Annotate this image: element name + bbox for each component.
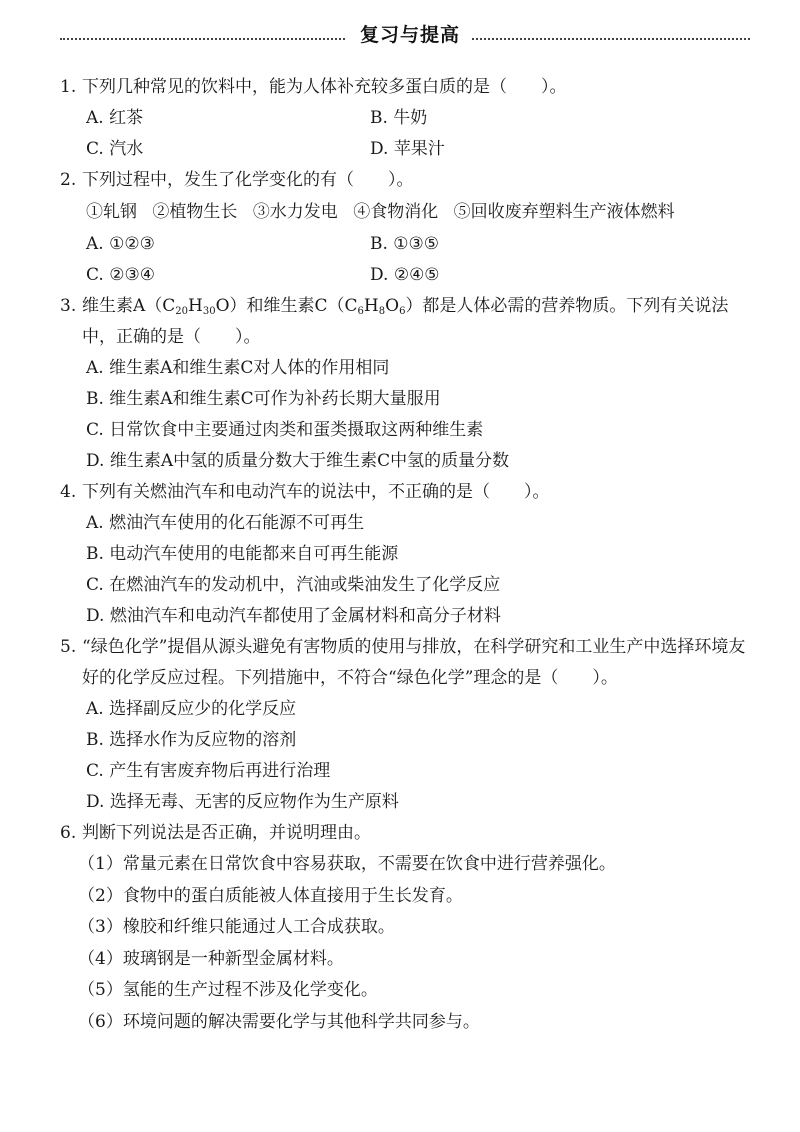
statement-6: （6）环境问题的解决需要化学与其他科学共同参与。 [78, 1011, 480, 1032]
option-a: A. 维生素A和维生素C对人体的作用相同 [86, 358, 390, 378]
process-item-5: ⑤回收废弃塑料生产液体燃料 [453, 202, 675, 222]
option-b: B. 维生素A和维生素C可作为补药长期大量服用 [86, 389, 441, 409]
question-1 [60, 72, 760, 165]
formula-part: O [385, 296, 400, 316]
question-2-stem [60, 165, 760, 196]
question-text: 判断下列说法是否正确，并说明理由。 [82, 823, 371, 843]
question-2 [60, 165, 760, 291]
question-3 [60, 291, 760, 477]
question-6-stem [60, 818, 760, 849]
option-b: B. 电动汽车使用的电能都来自可再生能源 [86, 544, 399, 564]
question-5 [60, 632, 760, 818]
option-b: B. 牛奶 [370, 108, 428, 128]
question-list [60, 72, 760, 1038]
option-b: B. 选择水作为反应物的溶剂 [86, 730, 297, 750]
option-c: C. ②③④ [86, 265, 155, 285]
statement-4: （4）玻璃钢是一种新型金属材料。 [78, 948, 344, 969]
process-item-1: ①轧钢 [86, 202, 137, 222]
option-row [60, 134, 760, 165]
process-item-3: ③水力发电 [252, 202, 338, 222]
question-number: 1. [60, 77, 77, 97]
option-d: D. 燃油汽车和电动汽车都使用了金属材料和高分子材料 [86, 606, 501, 626]
question-text: “绿色化学”提倡从源头避免有害物质的使用与排放，在科学研究和工业生产中选择环境友好的化学反应过程。下列措施中，不符合“绿色化学”理念的是（ ）。 [82, 637, 746, 688]
process-list [60, 196, 760, 229]
option-c: C. 汽水 [86, 139, 144, 159]
question-number: 5. [60, 637, 77, 657]
option-d: D. ②④⑤ [370, 265, 440, 285]
formula-part: H [188, 296, 203, 316]
question-text: 下列几种常见的饮料中，能为人体补充较多蛋白质的是（ ）。 [82, 77, 567, 97]
question-number: 2. [60, 170, 77, 190]
process-item-2: ②植物生长 [152, 202, 238, 222]
option-d: D. 选择无毒、无害的反应物作为生产原料 [86, 792, 399, 812]
option-a: A. 燃油汽车使用的化石能源不可再生 [86, 513, 365, 533]
option-d: D. 维生素A中氢的质量分数大于维生素C中氢的质量分数 [86, 451, 510, 471]
formula-part: ）都是人体必需的营养物质。下列有关说法中，正确的是（ ）。 [82, 296, 729, 347]
question-1-stem [60, 72, 760, 103]
question-4-stem [60, 477, 760, 508]
option-row [60, 229, 760, 260]
section-title: 复习与提高 [359, 24, 460, 46]
question-text: 下列有关燃油汽车和电动汽车的说法中，不正确的是（ ）。 [82, 482, 550, 502]
question-text: 下列过程中，发生了化学变化的有（ ）。 [82, 170, 414, 190]
process-item-4: ④食物消化 [353, 202, 439, 222]
section-header [60, 18, 750, 54]
question-text [82, 291, 760, 353]
formula-subscript: 20 [175, 306, 189, 317]
formula-part: H [363, 296, 379, 316]
option-row [60, 260, 760, 291]
dotted-rule-right [472, 38, 750, 40]
option-row [60, 103, 760, 134]
option-c: C. 日常饮食中主要通过肉类和蛋类摄取这两种维生素 [86, 420, 484, 440]
statement-5: （5）氢能的生产过程不涉及化学变化。 [78, 980, 378, 1000]
formula-subscript: 30 [202, 306, 216, 317]
option-a: A. 红茶 [86, 108, 144, 128]
formula-subscript: 6 [399, 306, 406, 317]
statement-3: （3）橡胶和纤维只能通过人工合成获取。 [78, 917, 395, 937]
question-number: 4. [60, 482, 77, 502]
statement-2: （2）食物中的蛋白质能被人体直接用于生长发育。 [78, 885, 463, 906]
question-5-stem [60, 632, 760, 694]
option-c: C. 产生有害废弃物后再进行治理 [86, 761, 331, 781]
formula-subscript: 6 [357, 306, 364, 317]
question-number: 6. [60, 823, 77, 843]
option-b: B. ①③⑤ [370, 234, 440, 254]
option-a: A. 选择副反应少的化学反应 [86, 699, 297, 719]
option-c: C. 在燃油汽车的发动机中，汽油或柴油发生了化学反应 [86, 575, 501, 595]
formula-part: O）和维生素C（C [215, 296, 358, 316]
question-6 [60, 818, 760, 1038]
question-number: 3. [60, 296, 77, 316]
statement-1: （1）常量元素在日常饮食中容易获取，不需要在饮食中进行营养强化。 [78, 854, 616, 874]
question-4 [60, 477, 760, 632]
option-d: D. 苹果汁 [370, 139, 445, 159]
option-a: A. ①②③ [86, 234, 155, 254]
formula-part: 维生素A（C [82, 296, 176, 316]
dotted-rule-left [60, 38, 345, 40]
formula-subscript: 8 [378, 306, 386, 317]
question-3-stem [60, 291, 760, 353]
